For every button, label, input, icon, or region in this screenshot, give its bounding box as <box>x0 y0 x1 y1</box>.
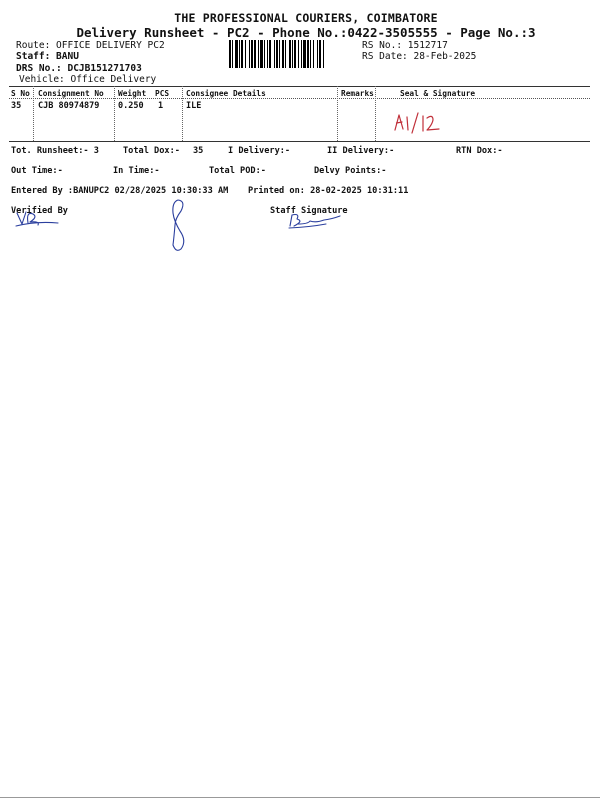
delivery-points: Delvy Points:- <box>314 166 387 176</box>
column-header-remarks: Remarks <box>341 89 374 98</box>
ii-delivery: II Delivery:- <box>327 146 395 156</box>
column-divider <box>375 86 376 141</box>
verifier-signature <box>14 208 60 230</box>
handwritten-seal-signature <box>392 110 452 136</box>
column-header-pcs: PCS <box>155 89 170 98</box>
barcode <box>229 40 355 68</box>
total-runsheet: Tot. Runsheet:- 3 <box>11 146 99 156</box>
vehicle-info: Vehicle: Office Delivery <box>19 74 157 85</box>
column-header-seal-signature: Seal & Signature <box>400 89 476 98</box>
i-delivery: I Delivery:- <box>228 146 291 156</box>
column-divider <box>33 86 34 141</box>
page-bottom-edge <box>0 797 600 798</box>
drs-number: DRS No.: DCJB151271703 <box>16 63 142 74</box>
handwritten-mark <box>166 197 190 255</box>
company-name: THE PROFESSIONAL COURIERS, COIMBATORE <box>174 11 438 25</box>
column-divider <box>337 86 338 141</box>
table-top-rule <box>9 86 590 87</box>
runsheet-title: Delivery Runsheet - PC2 - Phone No.:0422-3505555 - Page No.:3 <box>76 25 536 40</box>
total-pod: Total POD:- <box>209 166 266 176</box>
row-sno: 35 <box>11 101 22 111</box>
column-divider <box>182 86 183 141</box>
staff-signature <box>286 210 348 232</box>
row-pcs: 1 <box>158 101 164 111</box>
column-header-sno: S No <box>11 89 30 98</box>
total-dox-value: 35 <box>193 146 204 156</box>
row-weight: 0.250 <box>118 101 144 111</box>
column-divider <box>114 86 115 141</box>
row-consignee: ILE <box>186 101 202 111</box>
staff-signature-label: Staff Signature <box>270 206 348 216</box>
table-bottom-rule <box>9 141 590 142</box>
total-dox-label: Total Dox:- <box>123 146 180 156</box>
entered-by: Entered By :BANUPC2 02/28/2025 10:30:33 AM <box>11 186 229 196</box>
column-header-weight: Weight <box>118 89 147 98</box>
printed-on: Printed on: 28-02-2025 10:31:11 <box>248 186 409 196</box>
out-time: Out Time:- <box>11 166 63 176</box>
rtn-dox: RTN Dox:- <box>456 146 503 156</box>
in-time: In Time:- <box>113 166 160 176</box>
staff-info: Staff: BANU <box>16 51 79 62</box>
verified-by-label: Verified By <box>11 206 68 216</box>
rs-date: RS Date: 28-Feb-2025 <box>362 51 477 62</box>
table-header-rule <box>9 98 590 99</box>
column-header-consignee: Consignee Details <box>186 89 266 98</box>
rs-number: RS No.: 1512717 <box>362 40 448 51</box>
row-consignment-no: CJB 80974879 <box>38 101 100 111</box>
route-info: Route: OFFICE DELIVERY PC2 <box>16 40 165 51</box>
column-header-consignment: Consignment No <box>38 89 104 98</box>
